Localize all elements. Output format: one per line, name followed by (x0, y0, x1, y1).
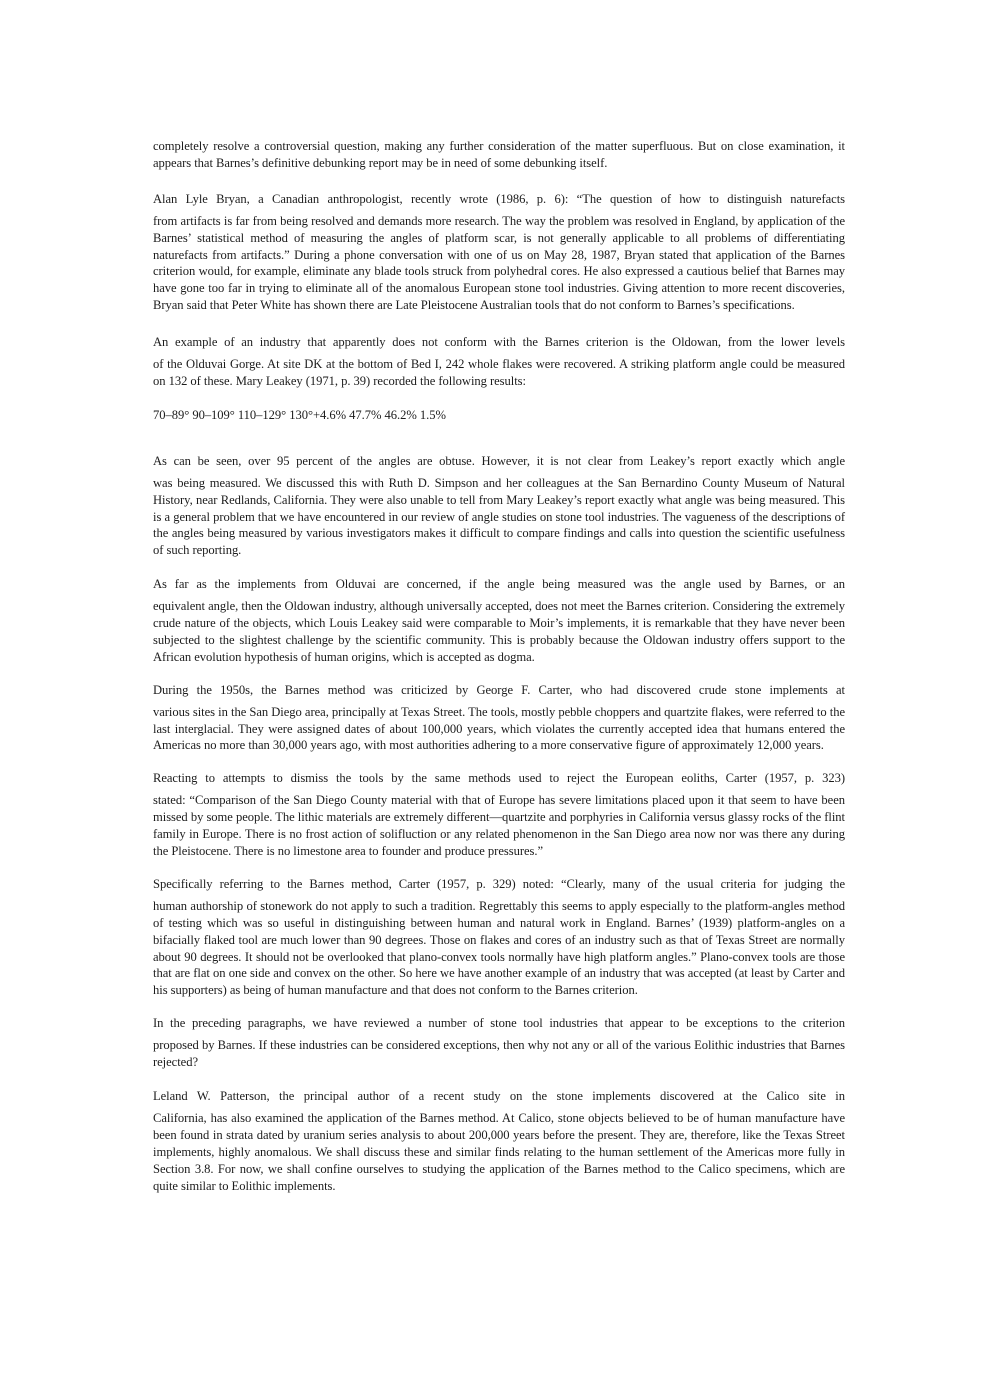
paragraph-first-line: As can be seen, over 95 percent of the angles are obtuse. However, it is not clear from Leakey’s report exactly which angle (153, 453, 845, 468)
paragraph-text: human authorship of stonework do not apply to such a tradition. Regrettably this seems to apply especially to the platform-angles method of testing which was so useful in distinguishing between human and natural work in England. Barnes’ (1939) platform-angles on a bifacially flaked tool are much lower than 90 degrees. Those on flakes and cores of an industry such as that of Texas Street are normally about 90 degrees. It should not be overlooked that plano-convex tools normally have high platform angles.” Plano-convex tools are those that are flat on one side and convex on the other. So here we have another example of an industry that was accepted (at least by Carter and his supporters) as being of human manufacture and that does not conform to the Barnes criterion. (153, 898, 845, 998)
angle-results-text: 70–89° 90–109° 110–129° 130°+4.6% 47.7% 46.2% 1.5% (153, 407, 446, 422)
paragraph-carter-quote-1957-323 (153, 770, 845, 860)
paragraph-text: was being measured. We discussed this with Ruth D. Simpson and her colleagues at the San Bernardino County Museum of Natural History, near Redlands, California. They were also unable to tell from Mary Leakey’s report exactly what angle was being measured. This is a general problem that we have encountered in our review of angle studies on stone tool industries. The vagueness of the descriptions of the angles being measured by various investigators makes it difficult to compare findings and calls into question the scientific usefulness of such reporting. (153, 475, 845, 558)
paragraph-text: equivalent angle, then the Oldowan industry, although universally accepted, does not meet the Barnes criterion. Considering the extremely crude nature of the objects, which Louis Leakey said were comparable to Moir’s implements, it is remarkable that they have never been subjected to the slightest challenge by the scientific community. This is probably because the Oldowan industry offers support to the African evolution hypothesis of human origins, which is accepted as dogma. (153, 599, 845, 664)
paragraph-text: various sites in the San Diego area, principally at Texas Street. The tools, mostly pebble choppers and quartzite flakes, were referred to the last interglacial. They were assigned dates of about 100,000 years, which violates the currently accepted idea that humans entered the Americas no more than 30,000 years ago, with most authorities adhering to a more conservative figure of approximately 12,000 years. (153, 704, 845, 753)
paragraph-first-line: In the preceding paragraphs, we have reviewed a number of stone tool industries that appear to be exceptions to the criterion (153, 1016, 845, 1031)
paragraph-first-line: Specifically referring to the Barnes method, Carter (1957, p. 329) noted: “Clearly, many of the usual criteria for judging the (153, 876, 845, 891)
paragraph-first-line: An example of an industry that apparently does not conform with the Barnes criterion is the Oldowan, from the lower levels (153, 335, 845, 350)
paragraph-text: from artifacts is far from being resolved and demands more research. The way the problem was resolved in England, by application of the Barnes’ statistical method of measuring the angles of platform scar, is not generally applicable to all problems of differentiating naturefacts from artifacts.” During a phone conversation with one of us on May 28, 1987, Bryan stated that application of the Barnes criterion would, for example, eliminate any blade tools struck from polyhedral cores. He also expressed a cautious belief that Barnes may have gone too far in trying to eliminate all of the anomalous European stone tool industries. Giving attention to more recent discoveries, Bryan said that Peter White has shown there are Late Pleistocene Australian tools that do not conform to Barnes’s specifications. (153, 213, 845, 313)
angle-results-row (153, 407, 845, 424)
paragraph-oldowan (153, 334, 845, 390)
paragraph-carter-quote-1957-329 (153, 876, 845, 999)
paragraph-first-line: Leland W. Patterson, the principal author of a recent study on the stone implements discovered at the Calico site in (153, 1088, 845, 1103)
paragraph-text: completely resolve a controversial question, making any further consideration of the matter superfluous. But on close examination, it appears that Barnes’s definitive debunking report may be in need of some debunking itself. (153, 139, 845, 170)
paragraph-continuation (153, 138, 845, 172)
paragraph-carter (153, 682, 845, 755)
paragraph-text: California, has also examined the application of the Barnes method. At Calico, stone objects believed to be of human manufacture have been found in strata dated by uranium series analysis to about 200,000 years before the present. They are, therefore, like the Texas Street implements, highly anomalous. We shall discuss these and similar finds relating to the human settlement of the Americas more fully in Section 3.8. For now, we shall confine ourselves to studying the application of the Barnes method to the Calico specimens, which are quite similar to Eolithic implements. (153, 1110, 845, 1193)
paragraph-first-line: During the 1950s, the Barnes method was criticized by George F. Carter, who had discovered crude stone implements at (153, 682, 845, 697)
paragraph-patterson-calico (153, 1088, 845, 1194)
paragraph-text: of the Olduvai Gorge. At site DK at the bottom of Bed I, 242 whole flakes were recovered. A striking platform angle could be measured on 132 of these. Mary Leakey (1971, p. 39) recorded the following results: (153, 357, 845, 388)
paragraph-olduvai (153, 576, 845, 666)
paragraph-obtuse-angles (153, 453, 845, 559)
paragraph-bryan (153, 191, 845, 314)
paragraph-first-line: Alan Lyle Bryan, a Canadian anthropologist, recently wrote (1986, p. 6): “The question of how to distinguish naturefacts (153, 191, 845, 206)
paragraph-first-line: As far as the implements from Olduvai are concerned, if the angle being measured was the angle used by Barnes, or an (153, 577, 845, 592)
paragraph-exceptions (153, 1015, 845, 1071)
paragraph-text: proposed by Barnes. If these industries can be considered exceptions, then why not any or all of the various Eolithic industries that Barnes rejected? (153, 1038, 845, 1070)
document-page (153, 138, 845, 1210)
paragraph-text: stated: “Comparison of the San Diego County material with that of Europe has severe limitations placed upon it that seem to have been missed by some people. The lithic materials are extremely different—quartzite and porphyries in California versus glassy rocks of the flint family in Europe. There is no frost action of solifluction or any related phenomenon in the San Diego area now nor was there any during the Pleistocene. There is no limestone area to founder and produce pressures.” (153, 793, 845, 858)
paragraph-first-line: Reacting to attempts to dismiss the tools by the same methods used to reject the European eoliths, Carter (1957, p. 323) (153, 771, 845, 786)
